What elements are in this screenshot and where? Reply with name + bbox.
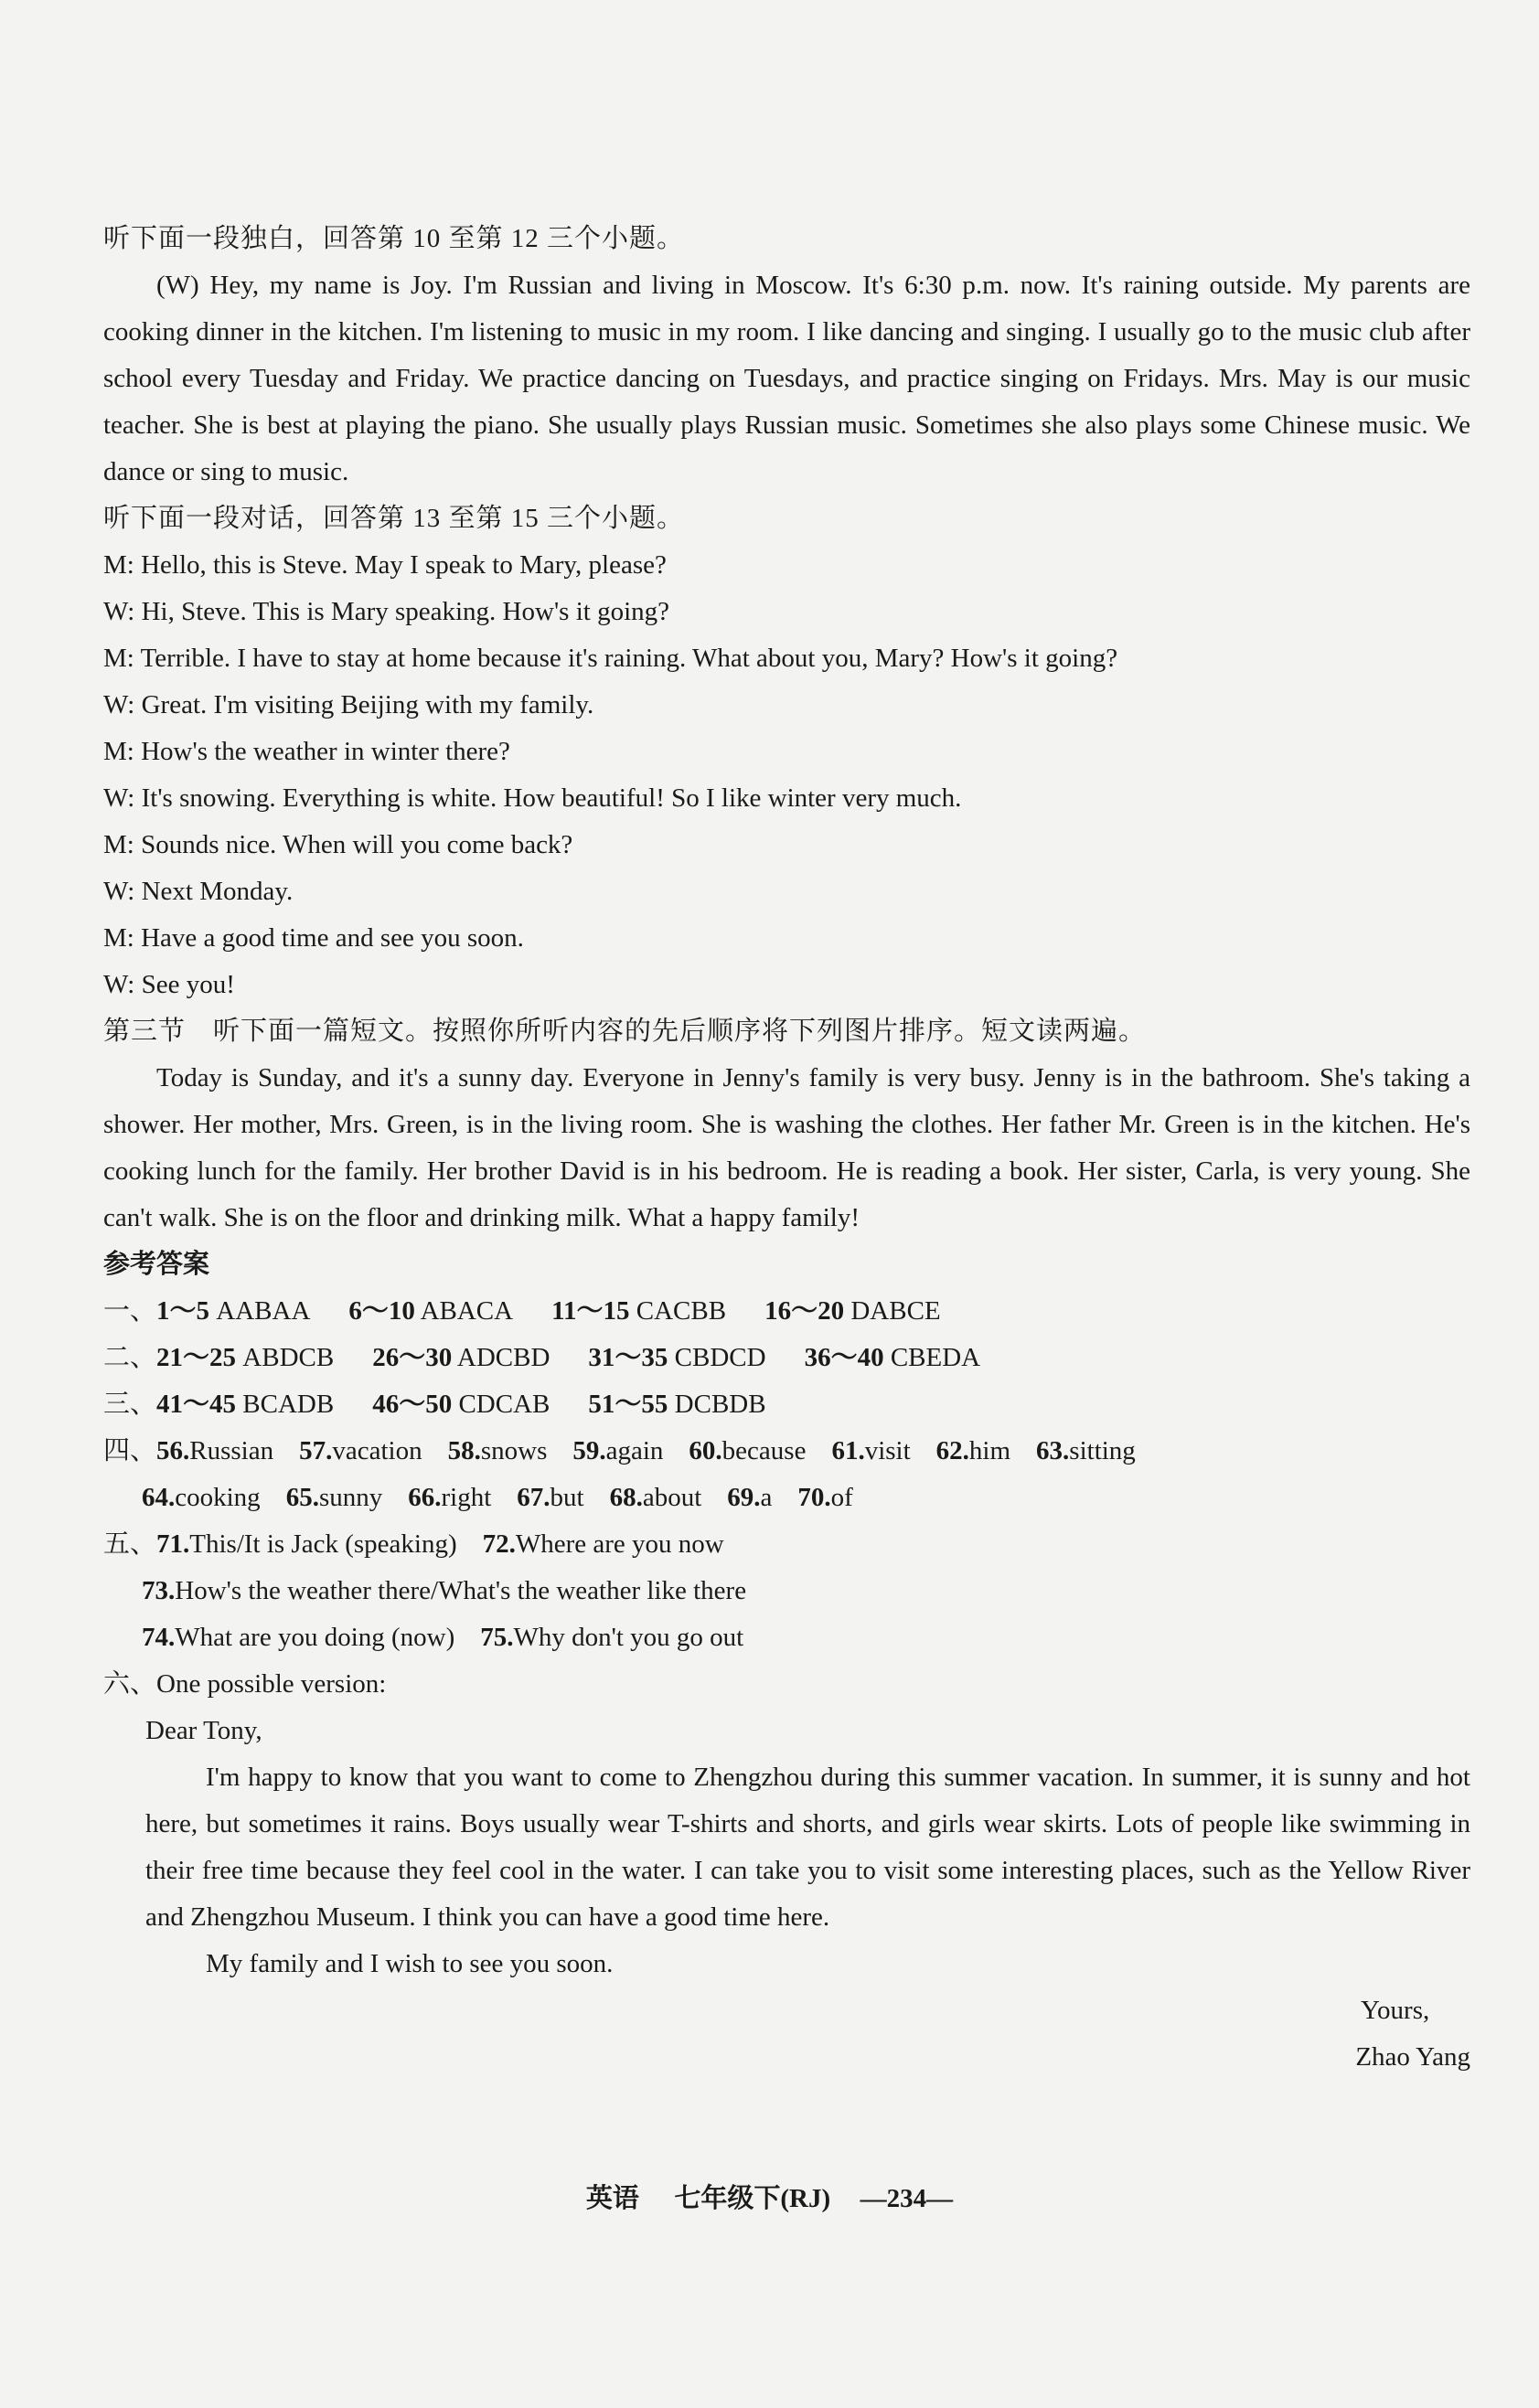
answer-value: CACBB [636,1296,727,1326]
answer-value: but [550,1483,584,1512]
sample-letter [103,1708,1470,2081]
answer-value: How's the weather there/What's the weather like there [175,1576,747,1605]
answer-value: CBDCD [674,1343,766,1372]
answer-value: again [605,1436,664,1465]
signoff-text: Yours, [1361,1996,1430,2025]
answer-number: 75. [480,1623,514,1652]
answers-prefix: 一、 [103,1296,157,1326]
answer-value: visit [864,1436,911,1465]
answer-value: Russian [189,1436,274,1465]
answer-range: 16～20 [764,1296,845,1326]
answers-row-five-cont [103,1614,1470,1661]
answer-number: 73. [142,1576,176,1605]
answer-range: 11～15 [551,1296,630,1326]
dialogue-line: W: See you! [103,970,235,999]
answer-value: DABCE [850,1296,941,1326]
footer-subject: 英语 [585,2184,639,2213]
answers-row-two [103,1335,1470,1381]
answers-row-four-cont [103,1475,1470,1521]
answers-row-four [103,1428,1470,1475]
writing-label: One possible version: [156,1669,387,1699]
answer-number: 65. [285,1483,319,1512]
letter-signoff [145,1987,1470,2034]
answers-prefix: 五、 [103,1529,157,1559]
letter-body: I'm happy to know that you want to come to Zhengzhou during this summer vacation. In summer, it is sunny and hot here, but sometimes it rains. Boys usually wear T-shirts and shorts, and girls wear skirts. Lots of people like swimming in their free time because they feel cool in the water. I can take you to visit some interesting places, such as the Yellow River and Zhengzhou Museum. I think you can have a good time here. [145,1763,1470,1932]
answer-value: What are you doing (now) [175,1623,455,1652]
answers-prefix: 三、 [103,1390,157,1419]
answer-number: 71. [156,1529,190,1559]
answer-number: 56. [156,1436,190,1465]
dialogue-line: W: Hi, Steve. This is Mary speaking. How's it going? [103,597,669,626]
answer-value: DCBDB [674,1390,766,1419]
answer-range: 21～25 [156,1343,237,1372]
answer-number: 69. [727,1483,761,1512]
letter-greeting: Dear Tony, [145,1716,262,1745]
answer-value: of [830,1483,853,1512]
answer-value: AABAA [216,1296,311,1326]
dialogue-line: M: Hello, this is Steve. May I speak to Mary, please? [103,550,667,580]
answers-row-five-cont [103,1568,1470,1614]
answer-value: BCADB [242,1390,335,1419]
dialogue-line: W: Great. I'm visiting Beijing with my family. [103,690,594,719]
letter-closing-line: My family and I wish to see you soon. [206,1949,614,1978]
section-heading-monologue: 听下面一段独白，回答第 10 至第 12 三个小题。 [103,224,685,253]
answer-number: 74. [142,1623,176,1652]
footer-grade: 七年级下(RJ) [674,2184,831,2213]
section-heading-passage: 第三节 听下面一篇短文。按照你所听内容的先后顺序将下列图片排序。短文读两遍。 [103,1017,1147,1046]
answer-range: 36～40 [804,1343,884,1372]
answer-number: 67. [517,1483,550,1512]
answer-value: This/It is Jack (speaking) [189,1529,457,1559]
dialogue-line: M: How's the weather in winter there? [103,737,510,766]
answer-number: 58. [447,1436,481,1465]
answer-range: 46～50 [372,1390,453,1419]
answer-number: 66. [408,1483,442,1512]
answers-row-three [103,1381,1470,1428]
answer-range: 41～45 [156,1390,237,1419]
answer-range: 31～35 [588,1343,668,1372]
dialogue-line: W: It's snowing. Everything is white. How beautiful! So I like winter very much. [103,783,962,813]
answer-value: Where are you now [515,1529,724,1559]
dialogue-line: M: Terrible. I have to stay at home because it's raining. What about you, Mary? How's it going? [103,644,1118,673]
dialogue-line: M: Sounds nice. When will you come back? [103,830,573,859]
answer-value: about [642,1483,702,1512]
answer-value: cooking [175,1483,261,1512]
answer-number: 70. [797,1483,831,1512]
answer-number: 59. [572,1436,606,1465]
answers-prefix: 四、 [103,1436,157,1465]
answer-number: 62. [935,1436,969,1465]
answer-number: 72. [482,1529,516,1559]
answer-number: 63. [1036,1436,1070,1465]
answer-value: because [721,1436,807,1465]
answer-number: 61. [831,1436,865,1465]
answer-value: ABDCB [242,1343,335,1372]
answer-value: ABACA [420,1296,514,1326]
monologue-paragraph: (W) Hey, my name is Joy. I'm Russian and living in Moscow. It's 6:30 p.m. now. It's raining outside. My parents are cooking dinner in the kitchen. I'm listening to music in my room. I like dancing and singing. I usually go to the music club after school every Tuesday and Friday. We practice dancing on Tuesdays, and practice singing on Fridays. Mrs. May is our music teacher. She is best at playing the piano. She usually plays Russian music. Sometimes she also plays some Chinese music. We dance or sing to music. [103,271,1470,486]
answer-range: 51～55 [588,1390,668,1419]
signature-text: Zhao Yang [1355,2042,1470,2072]
answer-value: right [441,1483,492,1512]
answer-value: sitting [1069,1436,1136,1465]
letter-signature [145,2034,1470,2081]
page-footer [0,2178,1539,2215]
answers-prefix: 六、 [103,1669,157,1699]
answer-value: vacation [332,1436,422,1465]
answer-number: 60. [689,1436,722,1465]
answer-value: a [760,1483,773,1512]
dialogue [103,542,1470,1008]
answers-title: 参考答案 [103,1250,210,1279]
answers-row-five [103,1521,1470,1568]
dialogue-line: M: Have a good time and see you soon. [103,923,524,953]
answer-range: 26～30 [372,1343,453,1372]
answer-value: CDCAB [458,1390,550,1419]
answer-number: 68. [609,1483,643,1512]
answer-number: 57. [299,1436,333,1465]
answer-range: 1～5 [156,1296,210,1326]
answer-value: sunny [318,1483,383,1512]
dialogue-line: W: Next Monday. [103,877,294,906]
answer-range: 6～10 [348,1296,415,1326]
answer-value: CBEDA [890,1343,981,1372]
answer-value: ADCBD [456,1343,550,1372]
answer-value: snows [480,1436,548,1465]
passage-paragraph: Today is Sunday, and it's a sunny day. Everyone in Jenny's family is very busy. Jenny is in the bathroom. She's taking a shower. Her mother, Mrs. Green, is in the living room. She is washing the clothes. Her father Mr. Green is in the kitchen. He's cooking lunch for the family. Her brother David is in his bedroom. He is reading a book. Her sister, Carla, is very young. She can't walk. She is on the floor and drinking milk. What a happy family! [103,1063,1470,1232]
answers-row-six [103,1661,1470,1708]
page-content [103,216,1470,2081]
answer-number: 64. [142,1483,176,1512]
page-number: —234— [860,2184,954,2213]
answer-value: Why don't you go out [513,1623,744,1652]
section-heading-dialogue: 听下面一段对话，回答第 13 至第 15 三个小题。 [103,504,685,533]
answer-value: him [968,1436,1011,1465]
answers-prefix: 二、 [103,1343,157,1372]
answers-row-one [103,1288,1470,1335]
